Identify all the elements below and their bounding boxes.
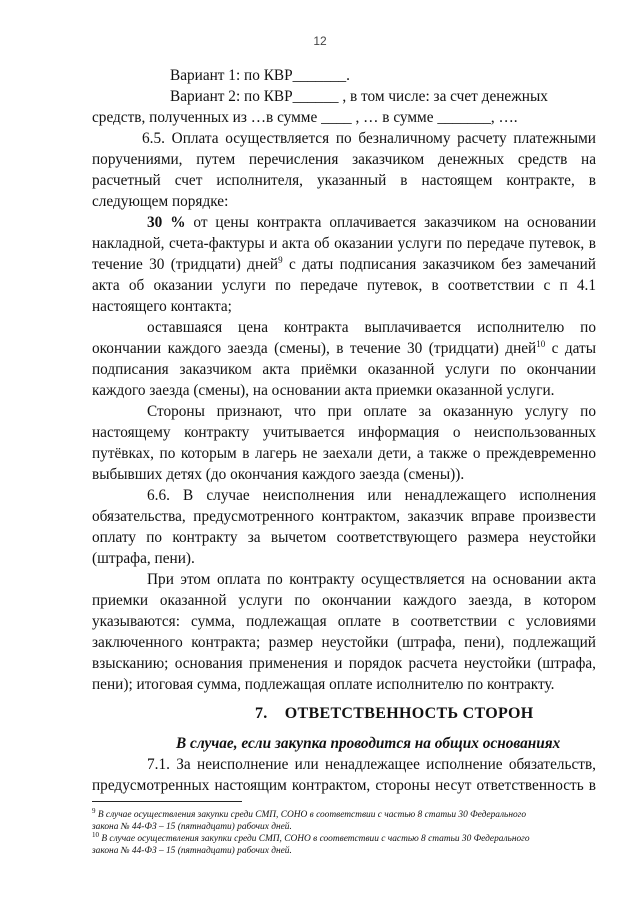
prepayment-line-5: настоящего контакта; bbox=[92, 298, 232, 315]
clause-6-6-line-3: оплату по контракту за вычетом соответствующего размера неустойки bbox=[92, 529, 596, 546]
payment-act-line-6: пени); итоговая сумма, подлежащая оплате исполнителю по контракту. bbox=[92, 676, 555, 693]
clause-6-5-line-4: следующем порядке: bbox=[92, 193, 229, 210]
parties-line-3: путёвках, по которым в лагерь не заехали дети, а также о преждевременно bbox=[92, 445, 596, 462]
footnote-9-line-1 bbox=[92, 806, 527, 821]
prepayment-term-rest: с даты подписания заказчиком без замечаний bbox=[282, 256, 596, 273]
parties-line-4: выбывших детях (до окончания каждого заезда (смены)). bbox=[92, 466, 465, 483]
prepayment-percent: 30 % bbox=[147, 214, 186, 231]
variant-2-line: Вариант 2: по КВР______ , в том числе: за счет денежных bbox=[170, 88, 548, 105]
footnote-10-line-2: закона № 44-ФЗ – 15 (пятнадцати) рабочих дней. bbox=[92, 846, 292, 856]
remainder-line-3: подписания заказчиком акта приёмки оказанной услуги по окончании bbox=[92, 361, 596, 378]
funds-line: средств, полученных из …в сумме ____ , … в сумме _______, …. bbox=[92, 109, 518, 126]
section-7-heading: 7. ОТВЕТСТВЕННОСТЬ СТОРОН bbox=[255, 705, 534, 722]
footnote-9-number: 9 bbox=[92, 806, 96, 815]
clause-7-1-line-2: предусмотренных настоящим контрактом, стороны несут ответственность в bbox=[92, 777, 596, 794]
clause-6-6-line-1: 6.6. В случае неисполнения или ненадлежащего исполнения bbox=[147, 487, 596, 504]
payment-act-line-1: При этом оплата по контракту осуществляется на основании акта bbox=[147, 571, 596, 588]
footnote-10-number: 10 bbox=[92, 830, 99, 839]
remainder-line-1: оставшаяся цена контракта выплачивается исполнителю по bbox=[147, 319, 596, 336]
footnote-9-line-2: закона № 44-ФЗ – 15 (пятнадцати) рабочих дней. bbox=[92, 822, 292, 832]
remainder-line-4: каждого заезда (смены), на основании акта приемки оказанной услуги. bbox=[92, 382, 555, 399]
prepayment-line-4: акта об оказании услуги по передаче путевок, в соответствии с п 4.1 bbox=[92, 277, 596, 294]
clause-6-5-line-1: 6.5. Оплата осуществляется по безналичному расчету платежными bbox=[142, 130, 596, 147]
prepayment-text: от цены контракта оплачивается заказчиком на основании bbox=[185, 214, 597, 231]
payment-act-line-3: указываются: сумма, подлежащая оплате в соответствии с условиями bbox=[92, 613, 596, 630]
remainder-line-2 bbox=[92, 339, 596, 359]
variant-1-line: Вариант 1: по КВР_______. bbox=[170, 67, 350, 84]
footnote-ref-9: 9 bbox=[278, 254, 283, 265]
remainder-term-rest: с даты bbox=[545, 340, 596, 357]
payment-act-line-2: приемки оказанной услуги по окончании каждого заезда, в котором bbox=[92, 592, 596, 609]
footnote-10-line-1 bbox=[92, 830, 530, 845]
prepayment-line-3 bbox=[92, 255, 596, 275]
clause-6-5-line-3: расчетный счет исполнителя, указанный в настоящем контракте, в bbox=[92, 172, 596, 189]
prepayment-line-1 bbox=[147, 213, 596, 233]
payment-act-line-4: заключенного контракта; размер неустойки (штрафа, пени), подлежащий bbox=[92, 634, 596, 651]
prepayment-line-2: накладной, счета-фактуры и акта об оказании услуги по передаче путевок, в bbox=[92, 235, 596, 252]
clause-6-6-line-4: (штрафа, пени). bbox=[92, 550, 195, 567]
footnote-9-text: В случае осуществления закупки среди СМП, СОНО в соответствии с частью 8 статьи 30 Федерального bbox=[95, 810, 527, 820]
footnote-10-text: В случае осуществления закупки среди СМП, СОНО в соответствии с частью 8 статьи 30 Федерального bbox=[99, 834, 530, 844]
section-7-subheading: В случае, если закупка проводится на общих основаниях bbox=[176, 735, 561, 752]
clause-7-1-line-1: 7.1. За неисполнение или ненадлежащее исполнение обязательств, bbox=[147, 756, 596, 773]
parties-line-1: Стороны признают, что при оплате за оказанную услугу по bbox=[147, 403, 596, 420]
clause-6-5-line-2: поручениями, путем перечисления заказчиком денежных средств на bbox=[92, 151, 596, 168]
payment-act-line-5: взысканию; основания применения и порядок расчета неустойки (штрафа, bbox=[92, 655, 596, 672]
remainder-term: окончании каждого заезда (смены), в течение 30 (тридцати) дней bbox=[92, 340, 537, 357]
footnote-ref-10: 10 bbox=[536, 338, 546, 349]
clause-6-6-line-2: обязательства, предусмотренного контрактом, заказчик вправе произвести bbox=[92, 508, 596, 525]
parties-line-2: настоящему контракту учитывается информация о неиспользованных bbox=[92, 424, 596, 441]
footnote-separator bbox=[92, 801, 242, 802]
page-number: 12 bbox=[313, 34, 327, 48]
prepayment-term: течение 30 (тридцати) дней bbox=[92, 256, 279, 273]
